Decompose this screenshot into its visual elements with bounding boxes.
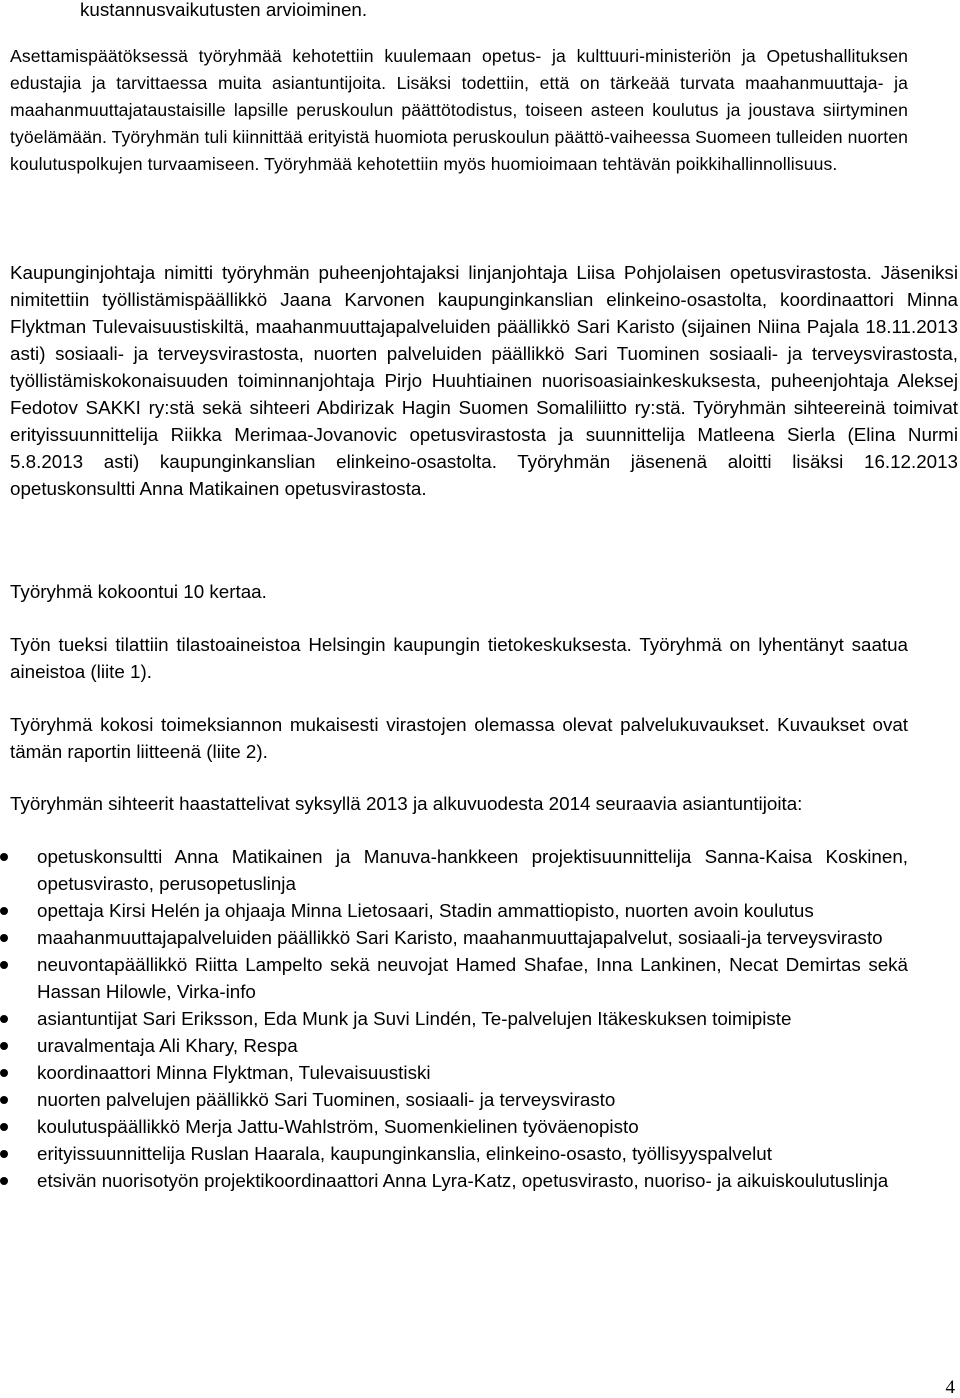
services-paragraph: Työryhmä kokosi toimeksiannon mukaisesti virastojen olemassa olevat palvelukuvaukset. Kuvaukset ovat tämän raportin liitteenä (liite 2). [10, 714, 908, 762]
expert-entry: opetuskonsultti Anna Matikainen ja Manuva-hankkeen projektisuunnittelija Sanna-Kaisa Koskinen, opetusvirasto, perusopetuslinja [37, 846, 908, 894]
expert-entry: etsivän nuorisotyön projektikoordinaattori Anna Lyra-Katz, opetusvirasto, nuoriso- ja aikuiskoulutuslinja [37, 1170, 889, 1191]
intro-fragment: kustannusvaikutusten arvioiminen. [80, 0, 368, 20]
assignment-paragraph: Asettamispäätöksessä työryhmää kehotettiin kuulemaan opetus- ja kulttuuri-ministeriön ja Opetushallituksen edustajia ja tarvittaessa muita asiantuntijoita. Lisäksi todettiin, että on tärkeää turvata maahanmuuttaja- ja maahanmuuttajataustaisille lapsille peruskoulun päättötodistus, toiseen asteen koulutus ja joustava siirtyminen työelämään. Työryhmän tuli kiinnittää erityistä huomiota peruskoulun päättö-vaiheessa Suomeen tulleiden nuorten koulutuspolkujen turvaamiseen. Työryhmää kehotettiin myös huomioimaan tehtävän poikkihallinnollisuus. [10, 46, 908, 174]
meetings-paragraph: Työryhmä kokoontui 10 kertaa. [10, 581, 267, 602]
bullet-icon [0, 934, 8, 942]
bullet-icon [0, 1150, 8, 1158]
list-item [0, 1113, 908, 1140]
list-item [0, 1032, 908, 1059]
members-paragraph: Kaupunginjohtaja nimitti työryhmän puheenjohtajaksi linjanjohtaja Liisa Pohjolaisen opetusvirastosta. Jäseniksi nimitettiin työllistämispäällikkö Jaana Karvonen kaupunginkanslian elinkeino-osastolta, koordinaattori Minna Flyktman Tulevaisuustiskiltä, maahanmuuttajapalveluiden päällikkö Sari Karisto (sijainen Niina Pajala 18.11.2013 asti) sosiaali- ja terveysvirastosta, nuorten palveluiden päällikkö Sari Tuominen sosiaali- ja terveysvirastosta, työllistämiskokonaisuuden toiminnanjohtaja Pirjo Huuhtiainen nuorisoasiainkeskuksesta, puheenjohtaja Aleksej Fedotov SAKKI ry:stä sekä sihteeri Abdirizak Hagin Suomen Somaliliitto ry:stä. Työryhmän sihteereinä toimivat erityissuunnittelija Riikka Merimaa-Jovanovic opetusvirastosta ja suunnittelija Matleena Sierla (Elina Nurmi 5.8.2013 asti) kaupunginkanslian elinkeino-osastolta. Työryhmän jäsenenä aloitti lisäksi 16.12.2013 opetuskonsultti Anna Matikainen opetusvirastosta. [10, 262, 958, 499]
bullet-icon [0, 1096, 8, 1104]
bullet-icon [0, 1042, 8, 1050]
list-item [0, 951, 908, 1005]
bullet-icon [0, 1015, 8, 1023]
bullet-icon [0, 853, 8, 861]
expert-entry: erityissuunnittelija Ruslan Haarala, kaupunginkanslia, elinkeino-osasto, työllisyyspalvelut [37, 1143, 772, 1164]
bullet-icon [0, 961, 8, 969]
expert-entry: maahanmuuttajapalveluiden päällikkö Sari Karisto, maahanmuuttajapalvelut, sosiaali-ja terveysvirasto [37, 927, 883, 948]
bullet-icon [0, 1123, 8, 1131]
expert-entry: asiantuntijat Sari Eriksson, Eda Munk ja Suvi Lindén, Te-palvelujen Itäkeskuksen toimipiste [37, 1008, 792, 1029]
list-item [0, 843, 908, 897]
expert-entry: koordinaattori Minna Flyktman, Tulevaisuustiski [37, 1062, 431, 1083]
expert-entry: koulutuspäällikkö Merja Jattu-Wahlström, Suomenkielinen työväenopisto [37, 1116, 639, 1137]
list-item [0, 1167, 908, 1194]
bullet-icon [0, 1069, 8, 1077]
expert-entry: opettaja Kirsi Helén ja ohjaaja Minna Lietosaari, Stadin ammattiopisto, nuorten avoin koulutus [37, 900, 814, 921]
expert-entry: uravalmentaja Ali Khary, Respa [37, 1035, 298, 1056]
list-item [0, 1140, 908, 1167]
expert-entry: neuvontapäällikkö Riitta Lampelto sekä neuvojat Hamed Shafae, Inna Lankinen, Necat Demirtas sekä Hassan Hilowle, Virka-info [37, 954, 908, 1002]
experts-list [0, 843, 908, 1194]
bullet-icon [0, 1177, 8, 1185]
list-item [0, 897, 908, 924]
bullet-icon [0, 907, 8, 915]
expert-entry: nuorten palvelujen päällikkö Sari Tuominen, sosiaali- ja terveysvirasto [37, 1089, 616, 1110]
list-item [0, 1086, 908, 1113]
page-number: 4 [945, 1377, 955, 1398]
interviews-paragraph: Työryhmän sihteerit haastattelivat syksyllä 2013 ja alkuvuodesta 2014 seuraavia asiantuntijoita: [10, 793, 803, 814]
list-item [0, 1059, 908, 1086]
list-item [0, 1005, 908, 1032]
statistics-paragraph: Työn tueksi tilattiin tilastoaineistoa Helsingin kaupungin tietokeskuksesta. Työryhmä on lyhentänyt saatua aineistoa (liite 1). [10, 634, 908, 682]
list-item [0, 924, 908, 951]
